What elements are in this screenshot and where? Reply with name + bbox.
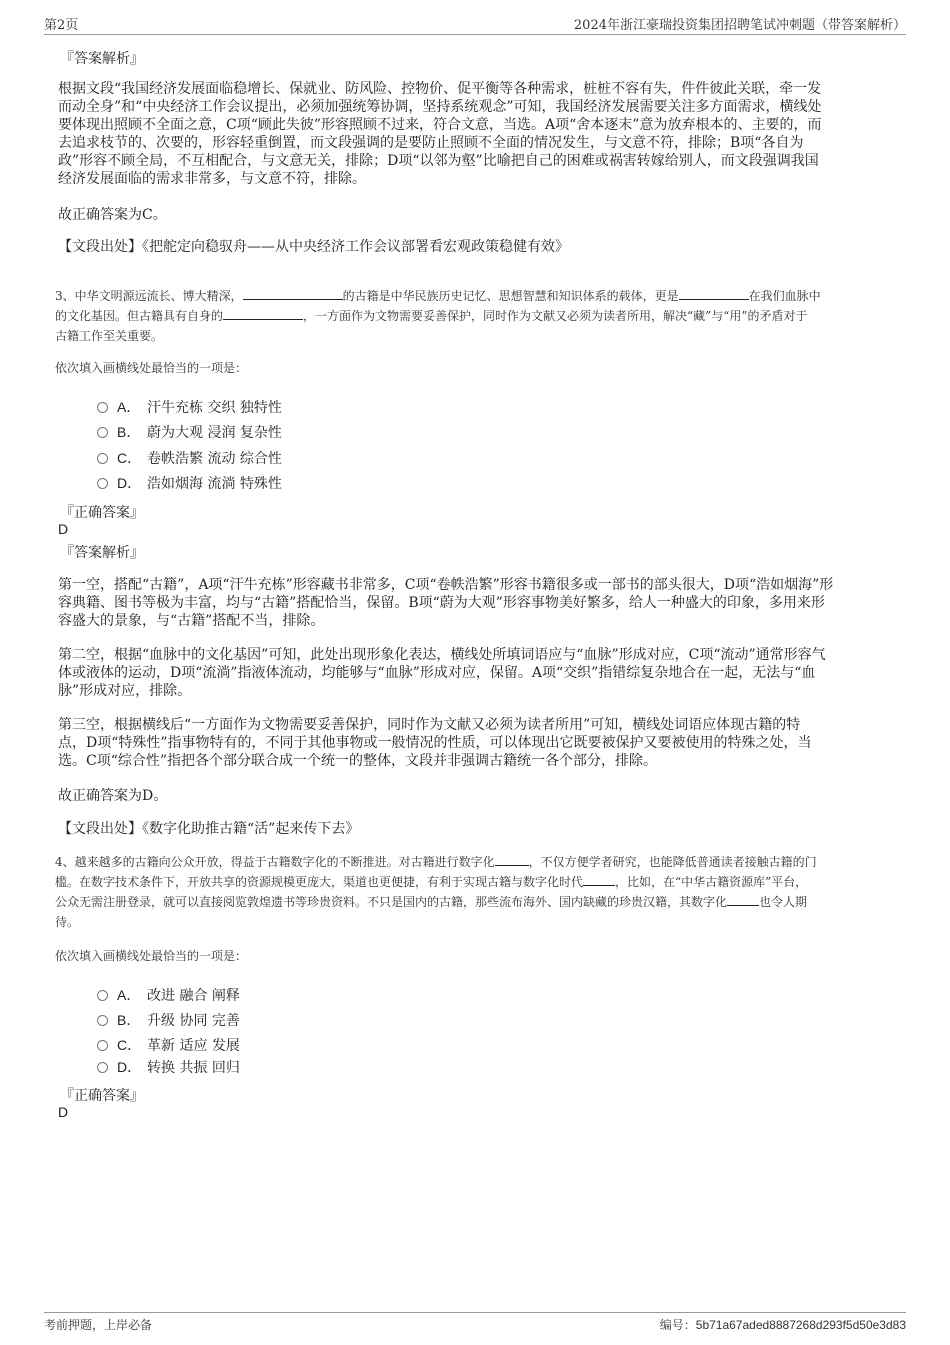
- fill-blank: [243, 287, 343, 300]
- option-c[interactable]: C． 卷帙浩繁 流动 综合性: [97, 448, 282, 468]
- radio-icon[interactable]: [97, 990, 108, 1001]
- correct-answer-label: 『正确答案』: [60, 505, 144, 521]
- correct-answer: D: [58, 521, 69, 537]
- fill-blank: [583, 873, 615, 886]
- document-code: 编号：5b71a67aded8887268d293f5d50e3d83: [659, 1318, 906, 1332]
- question-stem: 4、越来越多的古籍向公众开放，得益于古籍数字化的不断推进。对古籍进行数字化 ，不仅方便学者研究，也能降低普通读者接触古籍的门 槛。在数字技术条件下，开放共享的资源规模更庞大，渠道也更便捷，有利于实现古籍与数字化时代 ，比如，在“中华古籍资源库”平台， 公众无需注册登录，就可以直接阅览敦煌遗书等珍贵资料。不只是国内的古籍，那些流布海外、国内缺藏的珍贵汉籍，其数字化 也令人期 待。: [55, 855, 817, 929]
- question-stem: 3、中华文明源远流长、博大精深， 的古籍是中华民族历史记忆、思想智慧和知识体系的载体，更是 在我们血脉中 的文化基因。但古籍具有自身的 ，一方面作为文物需要妥善保护，同时作为文献又必须为读者所用，解决“藏”与“用”的矛盾对于 古籍工作至关重要。: [55, 289, 821, 343]
- analysis-text: 根据文段“我国经济发展面临稳增长、保就业、防风险、控物价、促平衡等各种需求，桩桩不容有失，件件彼此关联，牵一发 而动全身”和“中央经济工作会议提出，必须加强统筹协调，坚持系统观念”可知，我国经济发展需要关注多方面需求，横线处 要体现出照顾不全面之意，C项“顾此失彼”形容照顾不过来，符合文意，当选。A项“舍本逐末”意为放弃根本的、主要的，而 去追求枝节的、次要的，形容轻重倒置，而文段强调的是要防止照顾不全面的情况发生，与文意不符，排除；B项“各自为 政”形容不顾全局，不互相配合，与文意无关，排除；D项“以邻为壑”比喻把自己的困难或祸害转嫁给别人，而文段强调我国 经济发展面临的需求非常多，与文意不符，排除。: [58, 81, 822, 187]
- radio-icon[interactable]: [97, 427, 108, 438]
- option-b[interactable]: B． 蔚为大观 浸润 复杂性: [97, 422, 282, 442]
- radio-icon[interactable]: [97, 1015, 108, 1026]
- analysis-label: 『答案解析』: [60, 545, 144, 561]
- question-prompt: 依次填入画横线处最恰当的一项是：: [55, 361, 248, 375]
- option-d[interactable]: D． 转换 共振 回归: [97, 1057, 240, 1077]
- fill-blank: [223, 307, 303, 320]
- option-d[interactable]: D． 浩如烟海 流淌 特殊性: [97, 473, 282, 493]
- conclusion-text: 故正确答案为C。: [58, 207, 167, 223]
- option-c[interactable]: C． 革新 适应 发展: [97, 1035, 240, 1055]
- correct-answer-label: 『正确答案』: [60, 1088, 144, 1104]
- correct-answer: D: [58, 1104, 69, 1120]
- conclusion-text: 故正确答案为D。: [58, 788, 168, 804]
- analysis-label: 『答案解析』: [60, 51, 144, 67]
- analysis-paragraph-1: 第一空，搭配“古籍”，A项“汗牛充栋”形容藏书非常多，C项“卷帙浩繁”形容书籍很多或一部书的部头很大，D项“浩如烟海”形 容典籍、图书等极为丰富，均与“古籍”搭配恰当，保留。B项“蔚为大观”形容事物美好繁多，给人一种盛大的印象，多用来形 容盛大的景象，与“古籍”搭配不当，排除。: [58, 577, 834, 629]
- footer-slogan: 考前押题，上岸必备: [44, 1318, 153, 1332]
- option-a[interactable]: A． 汗牛充栋 交织 独特性: [97, 397, 282, 417]
- question-prompt: 依次填入画横线处最恰当的一项是：: [55, 949, 248, 963]
- radio-icon[interactable]: [97, 1062, 108, 1073]
- analysis-paragraph-3: 第三空，根据横线后“一方面作为文物需要妥善保护，同时作为文献又必须为读者所用”可知，横线处词语应体现古籍的特 点，D项“特殊性”指事物特有的，不同于其他事物或一般情况的性质，可以体现出它既要被保护又要被使用的特殊之处，当 选。C项“综合性”指把各个部分联合成一个统一的整体，文段并非强调古籍统一各个部分，排除。: [58, 717, 812, 769]
- option-a[interactable]: A． 改进 融合 阐释: [97, 985, 240, 1005]
- footer-divider: [44, 1312, 906, 1313]
- page-number: 第2页: [44, 18, 79, 33]
- radio-icon[interactable]: [97, 478, 108, 489]
- document-title: 2024年浙江豪瑞投资集团招聘笔试冲刺题（带答案解析）: [573, 18, 906, 33]
- radio-icon[interactable]: [97, 453, 108, 464]
- fill-blank: [495, 853, 529, 866]
- fill-blank: [727, 893, 759, 906]
- option-b[interactable]: B． 升级 协同 完善: [97, 1010, 240, 1030]
- source-text: 【文段出处】《数字化助推古籍“活”起来传下去》: [58, 821, 360, 837]
- radio-icon[interactable]: [97, 1040, 108, 1051]
- header-divider: [44, 34, 906, 35]
- analysis-paragraph-2: 第二空，根据“血脉中的文化基因”可知，此处出现形象化表达，横线处所填词语应与“血脉”形成对应，C项“流动”通常形容气 体或液体的运动，D项“流淌”指液体流动，均能够与“血脉”形成对应，保留。A项“交织”指错综复杂地合在一起，无法与“血 脉”形成对应，排除。: [58, 647, 826, 699]
- radio-icon[interactable]: [97, 402, 108, 413]
- source-text: 【文段出处】《把舵定向稳驭舟——从中央经济工作会议部署看宏观政策稳健有效》: [58, 239, 569, 255]
- fill-blank: [679, 287, 749, 300]
